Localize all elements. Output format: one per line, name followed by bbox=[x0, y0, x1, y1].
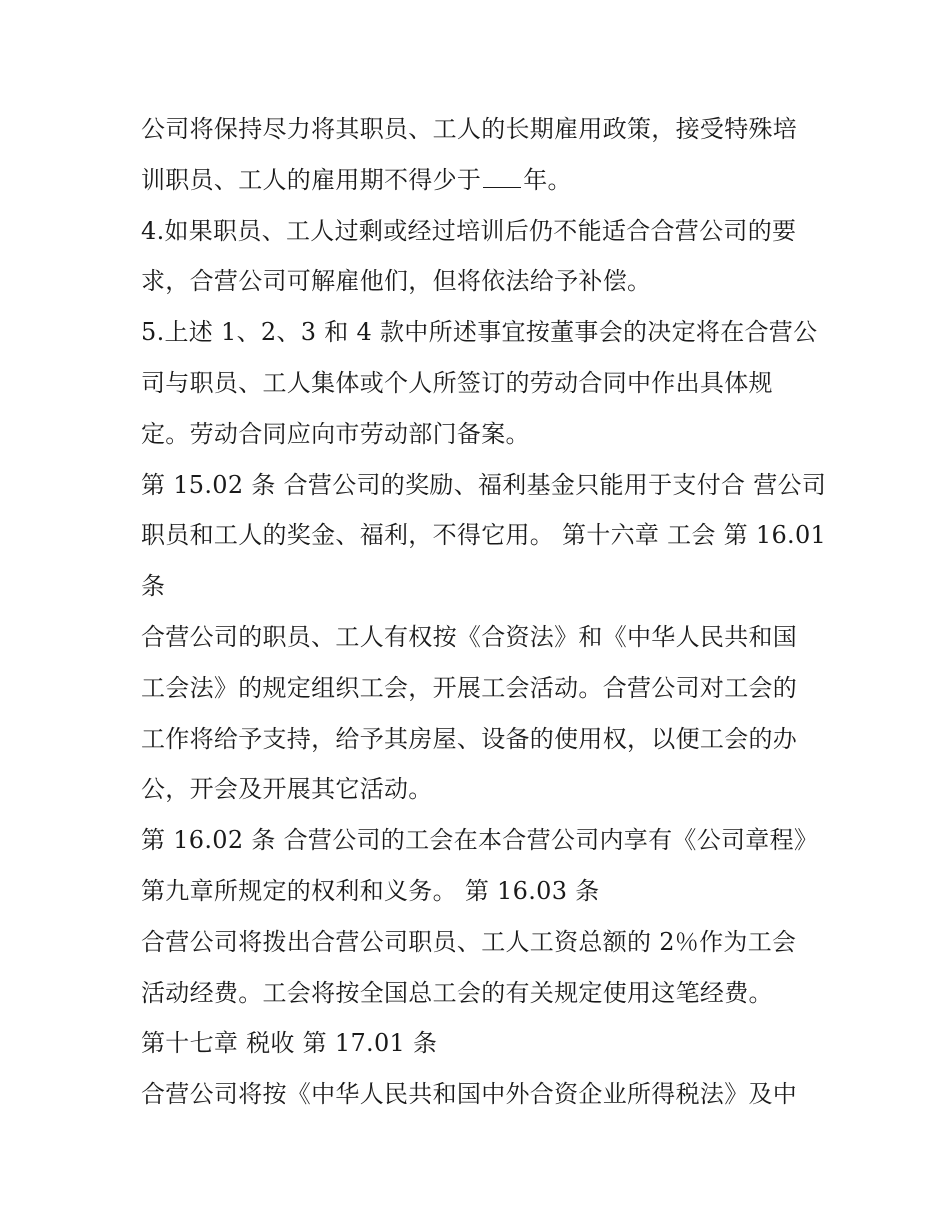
text-line: 第九章所规定的权利和义务。 第 16.03 条 bbox=[141, 876, 600, 905]
text-line: 司与职员、工人集体或个人所签订的劳动合同中作出具体规 bbox=[141, 368, 773, 397]
text-segment: 年。 bbox=[523, 165, 572, 194]
text-line: 合营公司将拨出合营公司职员、工人工资总额的 2％作为工会 bbox=[141, 927, 797, 956]
text-line: 合营公司的职员、工人有权按《合资法》和《中华人民共和国 bbox=[141, 622, 798, 651]
text-line: 4.如果职员、工人过剩或经过培训后仍不能适合合营公司的要 bbox=[141, 216, 797, 245]
text-line: 求，合营公司可解雇他们，但将依法给予补偿。 bbox=[141, 267, 652, 296]
text-segment: 训职员、工人的雇用期不得少于 bbox=[141, 165, 482, 194]
text-line: 工会法》的规定组织工会，开展工会活动。合营公司对工会的 bbox=[141, 673, 798, 702]
text-line: 条 bbox=[141, 572, 166, 601]
text-line: 第十七章 税收 第 17.01 条 bbox=[141, 1029, 438, 1058]
text-line: 公，开会及开展其它活动。 bbox=[141, 775, 433, 804]
text-line: 活动经费。工会将按全国总工会的有关规定使用这笔经费。 bbox=[141, 978, 773, 1007]
text-line: 5.上述 1、2、3 和 4 款中所述事宜按董事会的决定将在合营公 bbox=[141, 318, 818, 347]
text-line: 定。劳动合同应向市劳动部门备案。 bbox=[141, 419, 530, 448]
text-line: 合营公司将按《中华人民共和国中外合资企业所得税法》及中 bbox=[141, 1080, 798, 1109]
fill-in-blank bbox=[483, 167, 521, 188]
document-body bbox=[141, 104, 827, 1120]
text-line: 工作将给予支持，给予其房屋、设备的使用权，以便工会的办 bbox=[141, 724, 798, 753]
text-line bbox=[141, 155, 821, 206]
text-line: 公司将保持尽力将其职员、工人的长期雇用政策，接受特殊培 bbox=[141, 115, 798, 143]
text-line: 第 16.02 条 合营公司的工会在本合营公司内享有《公司章程》 bbox=[141, 826, 819, 855]
text-line: 职员和工人的奖金、福利，不得它用。 第十六章 工会 第 16.01 bbox=[141, 521, 827, 550]
text-line: 第 15.02 条 合营公司的奖励、福利基金只能用于支付合 营公司 bbox=[141, 470, 827, 499]
